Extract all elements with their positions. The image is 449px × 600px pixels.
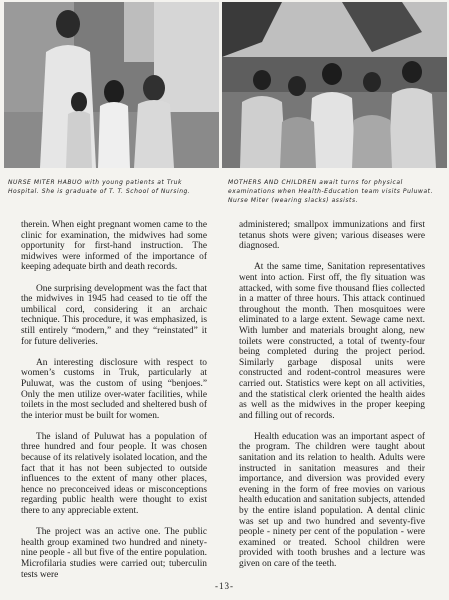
text-column-left — [21, 220, 207, 591]
photo-caption-right: MOTHERS AND CHILDREN await turns for physical examinations when Health-Education team visits Puluwat. Nurse Miter (wearing slacks) assists. — [228, 179, 434, 204]
text-column-right — [239, 220, 425, 580]
paragraph: therein. When eight pregnant women came to the clinic for examination, the midwives had some opportunity for first-hand instruction. The midwives were informed of the importance of keeping adequate birth and death records. — [21, 220, 207, 273]
paragraph: administered; smallpox immunizations and first tetanus shots were given; various diseases were diagnosed. — [239, 220, 425, 252]
paragraph: An interesting disclosure with respect to women’s customs in Truk, particularly at Puluwat, was the custom of using “benjoes.” Only the men utilize over-water facilities, while toilets in the most secluded and sheltered bush of the interior must be built for women. — [21, 357, 207, 421]
photo-nurse-with-patients — [4, 2, 219, 168]
paragraph: The island of Puluwat has a population of three hundred and four people. It was chosen because of its relatively isolated location, and the fact that it has not been subjected to outside influences to the extent of many other places, hence no preconceived ideas or misconceptions regarding public health were thought to exist there to any appreciable extent. — [21, 431, 207, 517]
photo-mothers-and-children-image — [222, 2, 447, 168]
paragraph: The project was an active one. The public health group examined two hundred and ninety-nine people - all but five of the entire population. Microfilaria studies were carried out; tuberculin tests were — [21, 527, 207, 580]
photo-caption-left: NURSE MITER HABUO with young patients at Truk Hospital. She is graduate of T. T. School of Nursing. — [8, 179, 191, 195]
photo-nurse-with-patients-image — [4, 2, 219, 168]
photo-mothers-and-children — [222, 2, 447, 168]
page-number: -13- — [215, 581, 234, 591]
paragraph: Health education was an important aspect of the program. The children were taught about sanitation and its relation to health. Adults were instructed in sanitation measures and their importance, and diversion was provided every evening in the form of free movies on various health education and sanitation subjects, attended by the entire island population. A dental clinic was set up and two hundred and seventy-five people - ninety per cent of the population - were examined or treated. School children were provided with tooth brushes and a lecture was given on care of the teeth. — [239, 431, 425, 569]
paragraph: At the same time, Sanitation representatives went into action. First off, the fly situation was attacked, with some five thousand flies collected in a matter of three hours. This attack continued throughout the month. Then mosquitoes were eliminated to a large extent. Sewage came next. With lumber and materials brought along, new toilets were constructed, a total of twenty-four being completed during the project period. Similarly garbage disposal units were constructed and rodent-control measures were carried out. Statistics were kept on all activities, and the statistical clerk oriented the health aides as well as the midwives in the proper keeping and filling out of records. — [239, 262, 425, 421]
paragraph: One surprising development was the fact that the midwives in 1945 had ceased to tie off the umbilical cord, considering it an archaic technique. This procedure, it was emphasized, is still entirely “modern,” and they “reinstated” it for future deliveries. — [21, 283, 207, 347]
